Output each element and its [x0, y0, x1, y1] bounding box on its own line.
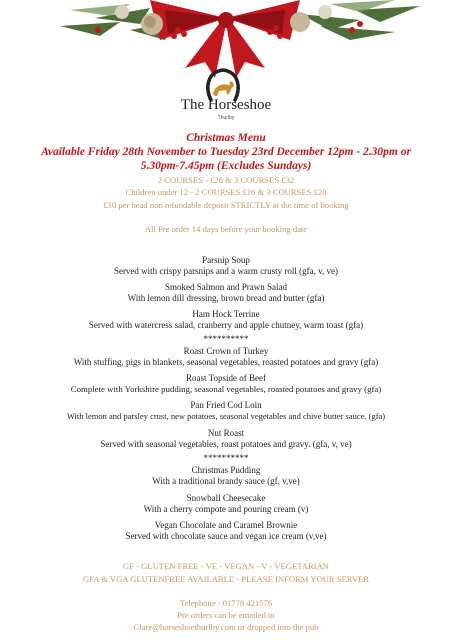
- children-pricing: Children under 12 - 2 COURSES £16 & 3 COURSES £20: [125, 187, 327, 197]
- adult-pricing: 2 COURSES - £28 & 3 COURSES £32: [157, 175, 295, 185]
- dish-name: Pan Fried Cod Loin: [190, 400, 262, 410]
- starter-item: [0, 255, 452, 277]
- dish-description: With a cherry compote and pouring cream (v): [143, 504, 309, 514]
- dish-description: Served with crispy parsnips and a warm crusty roll (gfa, v, ve): [113, 266, 339, 276]
- allergy-notice: GFA & VGA GLUTENFREE AVAILABLE - PLEASE INFORM YOUR SERVER: [82, 574, 370, 584]
- deposit-notice: £10 per head non refundable deposit STRICTLY at the time of booking: [103, 200, 349, 210]
- preorder-notice: All Pre order 14 days before your booking date: [144, 224, 308, 234]
- brand-name: The Horseshoe: [180, 97, 272, 113]
- course-separator: **********: [203, 334, 249, 344]
- brand-location: Thurlby: [217, 115, 235, 121]
- dish-name: Snowball Cheesecake: [186, 493, 266, 503]
- dish-name: Smoked Salmon and Prawn Salad: [165, 282, 287, 292]
- starter-item: [0, 309, 452, 331]
- main-item: [0, 346, 452, 368]
- dish-name: Christmas Pudding: [191, 465, 261, 475]
- dish-description: Served with seasonal vegetables, roast potatoes and gravy. (gfa, v, ve): [100, 439, 352, 449]
- dish-description: Complete with Yorkshire pudding, seasonal vegetables, roasted potatoes and gravy (gfa): [70, 384, 382, 394]
- dish-name: Parsnip Soup: [202, 255, 250, 265]
- dish-name: Roast Topside of Beef: [186, 373, 266, 383]
- dish-name: Nut Roast: [207, 428, 245, 438]
- dish-description: With a traditional brandy sauce (gf, v,ve): [152, 476, 300, 486]
- dessert-item: [0, 520, 452, 542]
- dish-name: Ham Hock Terrine: [192, 309, 260, 319]
- dish-description: Served with chocolate sauce and vegan ice cream (v,ve): [125, 531, 327, 541]
- dish-name: Vegan Chocolate and Caramel Brownie: [154, 520, 298, 530]
- course-separator: **********: [203, 453, 249, 463]
- main-item: [0, 428, 452, 450]
- contact-line-1: Pre orders can be emailed to: [177, 610, 275, 620]
- dish-description: With stuffing, pigs in blankets, seasonal vegetables, roasted potatoes and gravy (gfa): [73, 357, 379, 367]
- contact-line-2: Clare@horseshoethurlby.com or dropped into the pub: [133, 622, 319, 632]
- dish-description: With lemon dill dressing, brown bread and butter (gfa): [127, 293, 325, 303]
- main-item: [0, 373, 452, 395]
- availability-line-2: 5.30pm-7.45pm (Excludes Sundays): [140, 160, 312, 172]
- main-item: [0, 400, 452, 422]
- availability-line-1: Available Friday 28th November to Tuesday 23rd December 12pm - 2.30pm or: [41, 146, 411, 158]
- telephone: Telephone - 01778 421576: [179, 598, 273, 608]
- dish-description: With lemon and parsley crust, new potatoes, seasonal vegetables and chive butter sauce. (gfa): [66, 411, 386, 421]
- dessert-item: [0, 465, 452, 487]
- starter-item: [0, 282, 452, 304]
- dish-description: Served with watercress salad, cranberry and apple chutney, warm toast (gfa): [88, 320, 364, 330]
- menu-title: Christmas Menu: [186, 132, 266, 144]
- dessert-item: [0, 493, 452, 515]
- dietary-key: GF - GLUTEN FREE - VE - VEGAN - V - VEGETARIAN: [123, 561, 329, 571]
- dish-name: Roast Crown of Turkey: [183, 346, 269, 356]
